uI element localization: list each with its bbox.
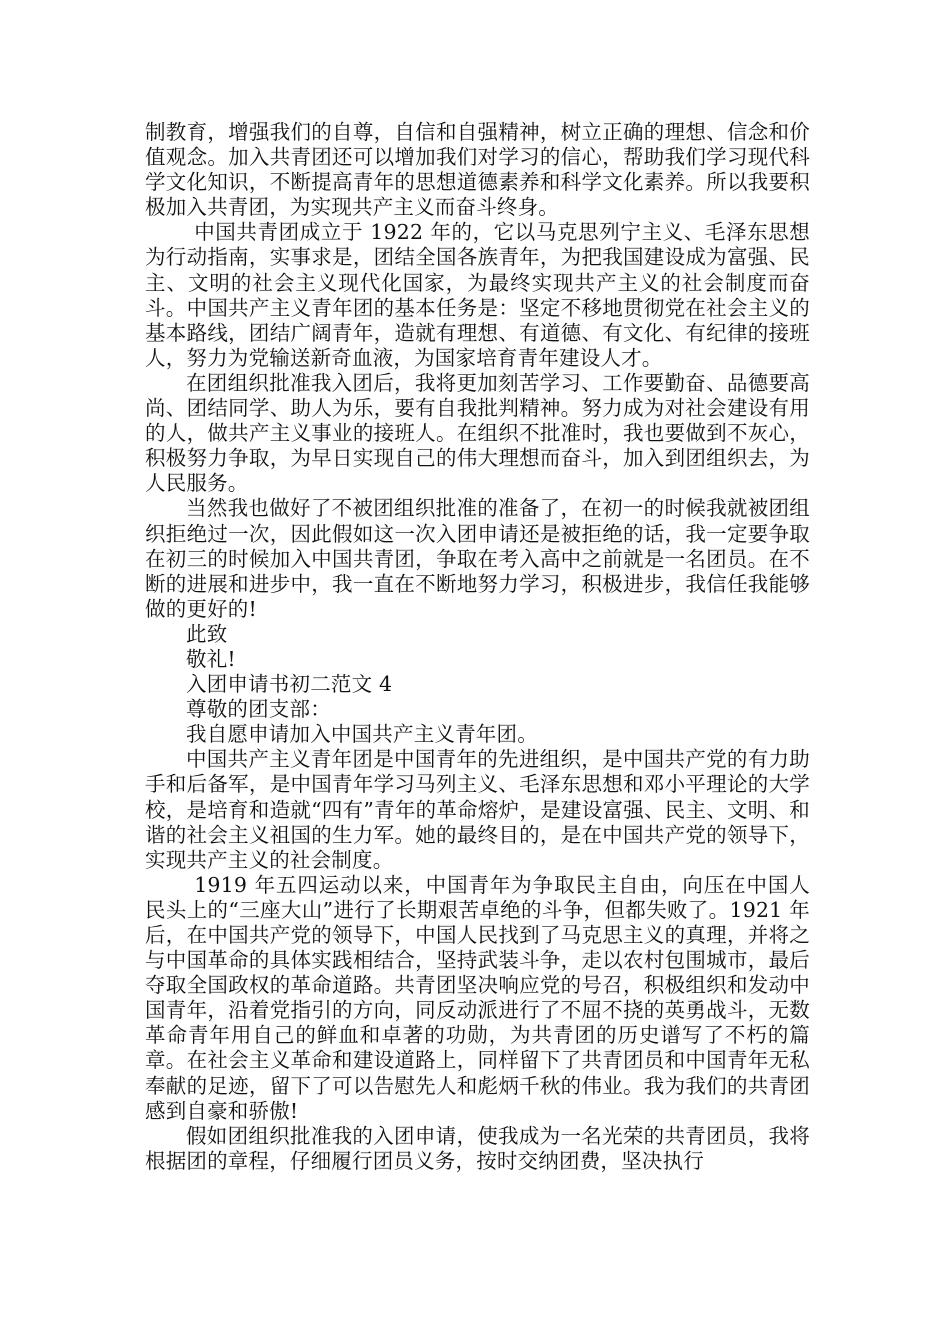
paragraph-if-rejected: 当然我也做好了不被团组织批准的准备了，在初一的时候我就被团组织拒绝过一次，因此假如这一次入团申请还是被拒绝的话，我一定要争取在初三的时候加入中国共青团，争取在考入高中之前就是一名团员。在不断的进展和进步中，我一直在不断地努力学习，积极进步，我信任我能够做的更好的!: [145, 496, 810, 621]
sample-heading: 入团申请书初二范文 4: [186, 672, 393, 697]
closing-regards: 敬礼!: [186, 646, 236, 671]
paragraph-may-fourth-history: 1919 年五四运动以来，中国青年为争取民主自由，向压在中国人民头上的“三座大山”进行了长期艰苦卓绝的斗争，但都失败了。1921 年后，在中国共产党的领导下，中国人民找到了马克思主义的真理，并将之与中国革命的具体实践相结合，坚持武装斗争，走以农村包围城市，最后夺取全国政权的革命道路。共青团坚决响应党的号召，积极组织和发动中国青年，沿着党指引的方向，同反动派进行了不屈不挠的英勇战斗，无数革命青年用自己的鲜血和卓著的功勋，为共青团的历史谱写了不朽的篇章。在社会主义革命和建设道路上，同样留下了共青团员和中国青年无私奉献的足迹，留下了可以告慰先人和彪炳千秋的伟业。我为我们的共青团感到自豪和骄傲!: [145, 872, 810, 1123]
paragraph-application: 我自愿申请加入中国共产主义青年团。: [186, 722, 538, 747]
letter-greeting: 尊敬的团支部：: [186, 697, 331, 722]
paragraph-league-history: 中国共青团成立于 1922 年的，它以马克思列宁主义、毛泽东思想为行动指南，实事求是，团结全国各族青年，为把我国建设成为富强、民主、文明的社会主义现代化国家，为最终实现共产主义的社会制度而奋斗。中国共产主义青年团的基本任务是：坚定不移地贯彻党在社会主义的基本路线，团结广阔青年，造就有理想、有道德、有文化、有纪律的接班人，努力为党输送新奇血液，为国家培育青年建设人才。: [145, 220, 810, 370]
closing-salutation: 此致: [186, 621, 228, 646]
document-body: [145, 120, 810, 1174]
paragraph-commitment: 假如团组织批准我的入团申请，使我成为一名光荣的共青团员，我将根据团的章程，仔细履行团员义务，按时交纳团费，坚决执行: [145, 1123, 810, 1173]
paragraph-after-approval: 在团组织批准我入团后，我将更加刻苦学习、工作要勤奋、品德要高尚、团结同学、助人为乐，要有自我批判精神。努力成为对社会建设有用的人，做共产主义事业的接班人。在组织不批准时，我也要做到不灰心，积极努力争取，为早日实现自己的伟大理想而奋斗，加入到团组织去，为人民服务。: [145, 370, 810, 496]
paragraph-league-description: 中国共产主义青年团是中国青年的先进组织，是中国共产党的有力助手和后备军，是中国青年学习马列主义、毛泽东思想和邓小平理论的大学校，是培育和造就“四有”青年的革命熔炉，是建设富强、民主、文明、和谐的社会主义祖国的生力军。她的最终目的，是在中国共产党的领导下，实现共产主义的社会制度。: [145, 747, 810, 872]
paragraph-continuation: 制教育，增强我们的自尊，自信和自强精神，树立正确的理想、信念和价值观念。加入共青团还可以增加我们对学习的信心，帮助我们学习现代科学文化知识，不断提高青年的思想道德素养和科学文化素养。所以我要积极加入共青团，为实现共产主义而奋斗终身。: [145, 120, 810, 220]
